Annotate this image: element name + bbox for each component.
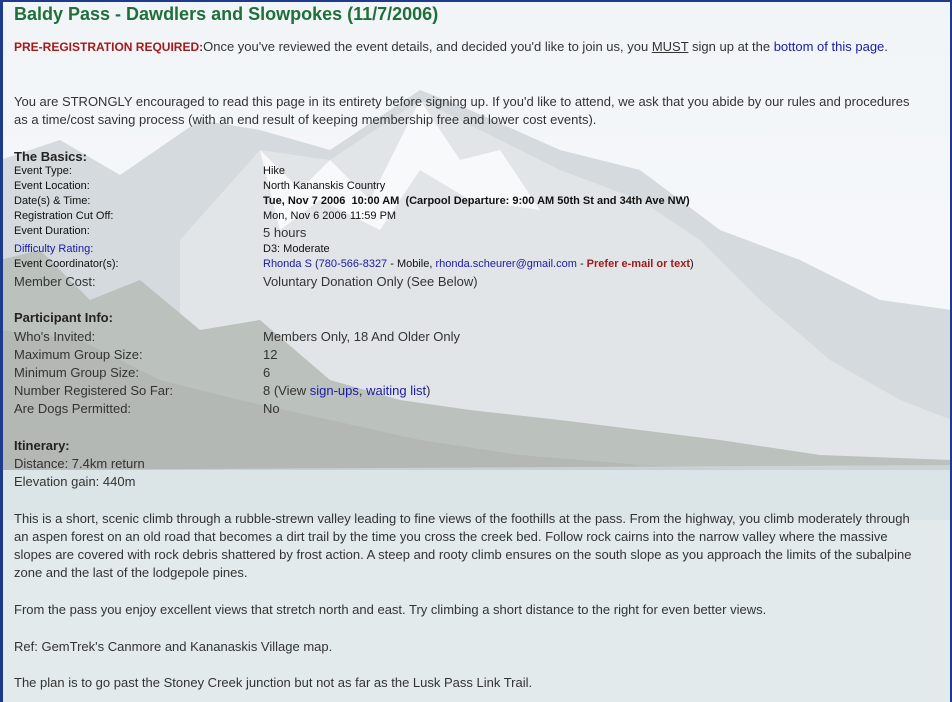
bottom-of-page-link[interactable]: bottom of this page	[773, 39, 885, 54]
plan-paragraph: The plan is to go past the Stoney Creek junction but not as far as the Lusk Pass Link Trail.	[14, 675, 533, 690]
min-group-label: Minimum Group Size:	[14, 365, 139, 380]
preregistration-label: PRE-REGISTRATION REQUIRED:	[14, 40, 204, 54]
event-type-label: Event Type:	[14, 165, 72, 177]
distance-text: Distance: 7.4km return	[14, 456, 145, 471]
registered-label: Number Registered So Far:	[14, 383, 173, 398]
max-group-value: 12	[263, 347, 278, 362]
coordinator-value	[263, 258, 694, 270]
member-cost-label: Member Cost:	[14, 274, 96, 289]
event-type-value: Hike	[263, 165, 286, 177]
member-cost-value: Voluntary Donation Only (See Below)	[263, 274, 478, 289]
whos-invited-value: Members Only, 18 And Older Only	[263, 329, 461, 344]
event-location-value: North Kananskis Country	[263, 180, 386, 192]
intro-paragraph: You are STRONGLY encouraged to read this page in its entirety before signing up. If you'd like to attend, we ask that you abide by our rules and procedures as a time/cost saving process (with an end result of keeping membership free and lower cost events).	[14, 94, 910, 127]
coordinator-label: Event Coordinator(s):	[14, 258, 119, 270]
whos-invited-label: Who's Invited:	[14, 329, 96, 344]
signups-link[interactable]: sign-ups	[309, 383, 359, 398]
must-emphasis: MUST	[651, 39, 689, 54]
participant-info-heading: Participant Info:	[14, 310, 113, 325]
difficulty-value: D3: Moderate	[263, 243, 330, 255]
views-paragraph: From the pass you enjoy excellent views that stretch north and east. Try climbing a short distance to the right for even better views.	[14, 602, 767, 617]
elevation-text: Elevation gain: 440m	[14, 474, 136, 489]
coordinator-mobile-text: - Mobile,	[387, 258, 436, 270]
coordinator-paren-open: (	[311, 258, 319, 270]
coordinator-dash: -	[576, 258, 587, 270]
coordinator-preference: Prefer e-mail or text	[586, 258, 690, 270]
event-title: Baldy Pass - Dawdlers and Slowpokes (11/7/2006)	[14, 4, 439, 24]
date-time-value: Tue, Nov 7 2006 10:00 AM (Carpool Departure: 9:00 AM 50th St and 34th Ave NW)	[263, 195, 690, 207]
coordinator-name-link[interactable]: Rhonda S	[263, 258, 312, 270]
event-duration-label: Event Duration:	[14, 225, 90, 237]
max-group-label: Maximum Group Size:	[14, 347, 143, 362]
coordinator-paren-close: )	[690, 258, 694, 270]
coordinator-phone-link[interactable]: 780-566-8327	[318, 258, 388, 270]
description-paragraph: This is a short, scenic climb through a rubble-strewn valley leading to fine views of the foothills at the pass. From the highway, you climb moderately through an aspen forest on an old road that becomes a dirt trail by the time you cross the creek bed. Follow rock cairns into the narrow valley where the massive slopes are covered with rock debris shattered by frost action. A steep and rooty climb ensures on the south slope as you approach the limits of the subalpine zone and the last of the lodgepole pines.	[14, 511, 912, 580]
event-duration-value: 5 hours	[263, 225, 307, 240]
registered-close-paren: )	[426, 383, 431, 398]
registration-cutoff-value: Mon, Nov 6 2006 11:59 PM	[263, 210, 397, 222]
coordinator-email-link[interactable]: rhonda.scheurer@gmail.com	[435, 258, 577, 270]
preregistration-text-1: Once you've reviewed the event details, and decided you'd like to join us, you	[203, 39, 652, 54]
preregistration-notice	[14, 38, 914, 56]
preregistration-text-2: sign up at the	[688, 39, 774, 54]
waiting-list-link[interactable]: waiting list	[366, 383, 427, 398]
reference-paragraph: Ref: GemTrek's Canmore and Kananaskis Village map.	[14, 639, 333, 654]
min-group-value: 6	[263, 365, 271, 380]
itinerary-heading: Itinerary:	[14, 438, 70, 453]
dogs-label: Are Dogs Permitted:	[14, 401, 132, 416]
dogs-value: No	[263, 401, 280, 416]
basics-heading: The Basics:	[14, 149, 87, 164]
registered-comma: ,	[358, 383, 367, 398]
event-location-label: Event Location:	[14, 180, 90, 192]
registered-count: 8 (View	[263, 383, 310, 398]
registration-cutoff-label: Registration Cut Off:	[14, 210, 114, 222]
date-time-label: Date(s) & Time:	[14, 195, 91, 207]
registered-value	[263, 383, 430, 398]
preregistration-text-3: .	[884, 39, 888, 54]
difficulty-rating-link[interactable]: Difficulty Rating:	[14, 243, 94, 255]
